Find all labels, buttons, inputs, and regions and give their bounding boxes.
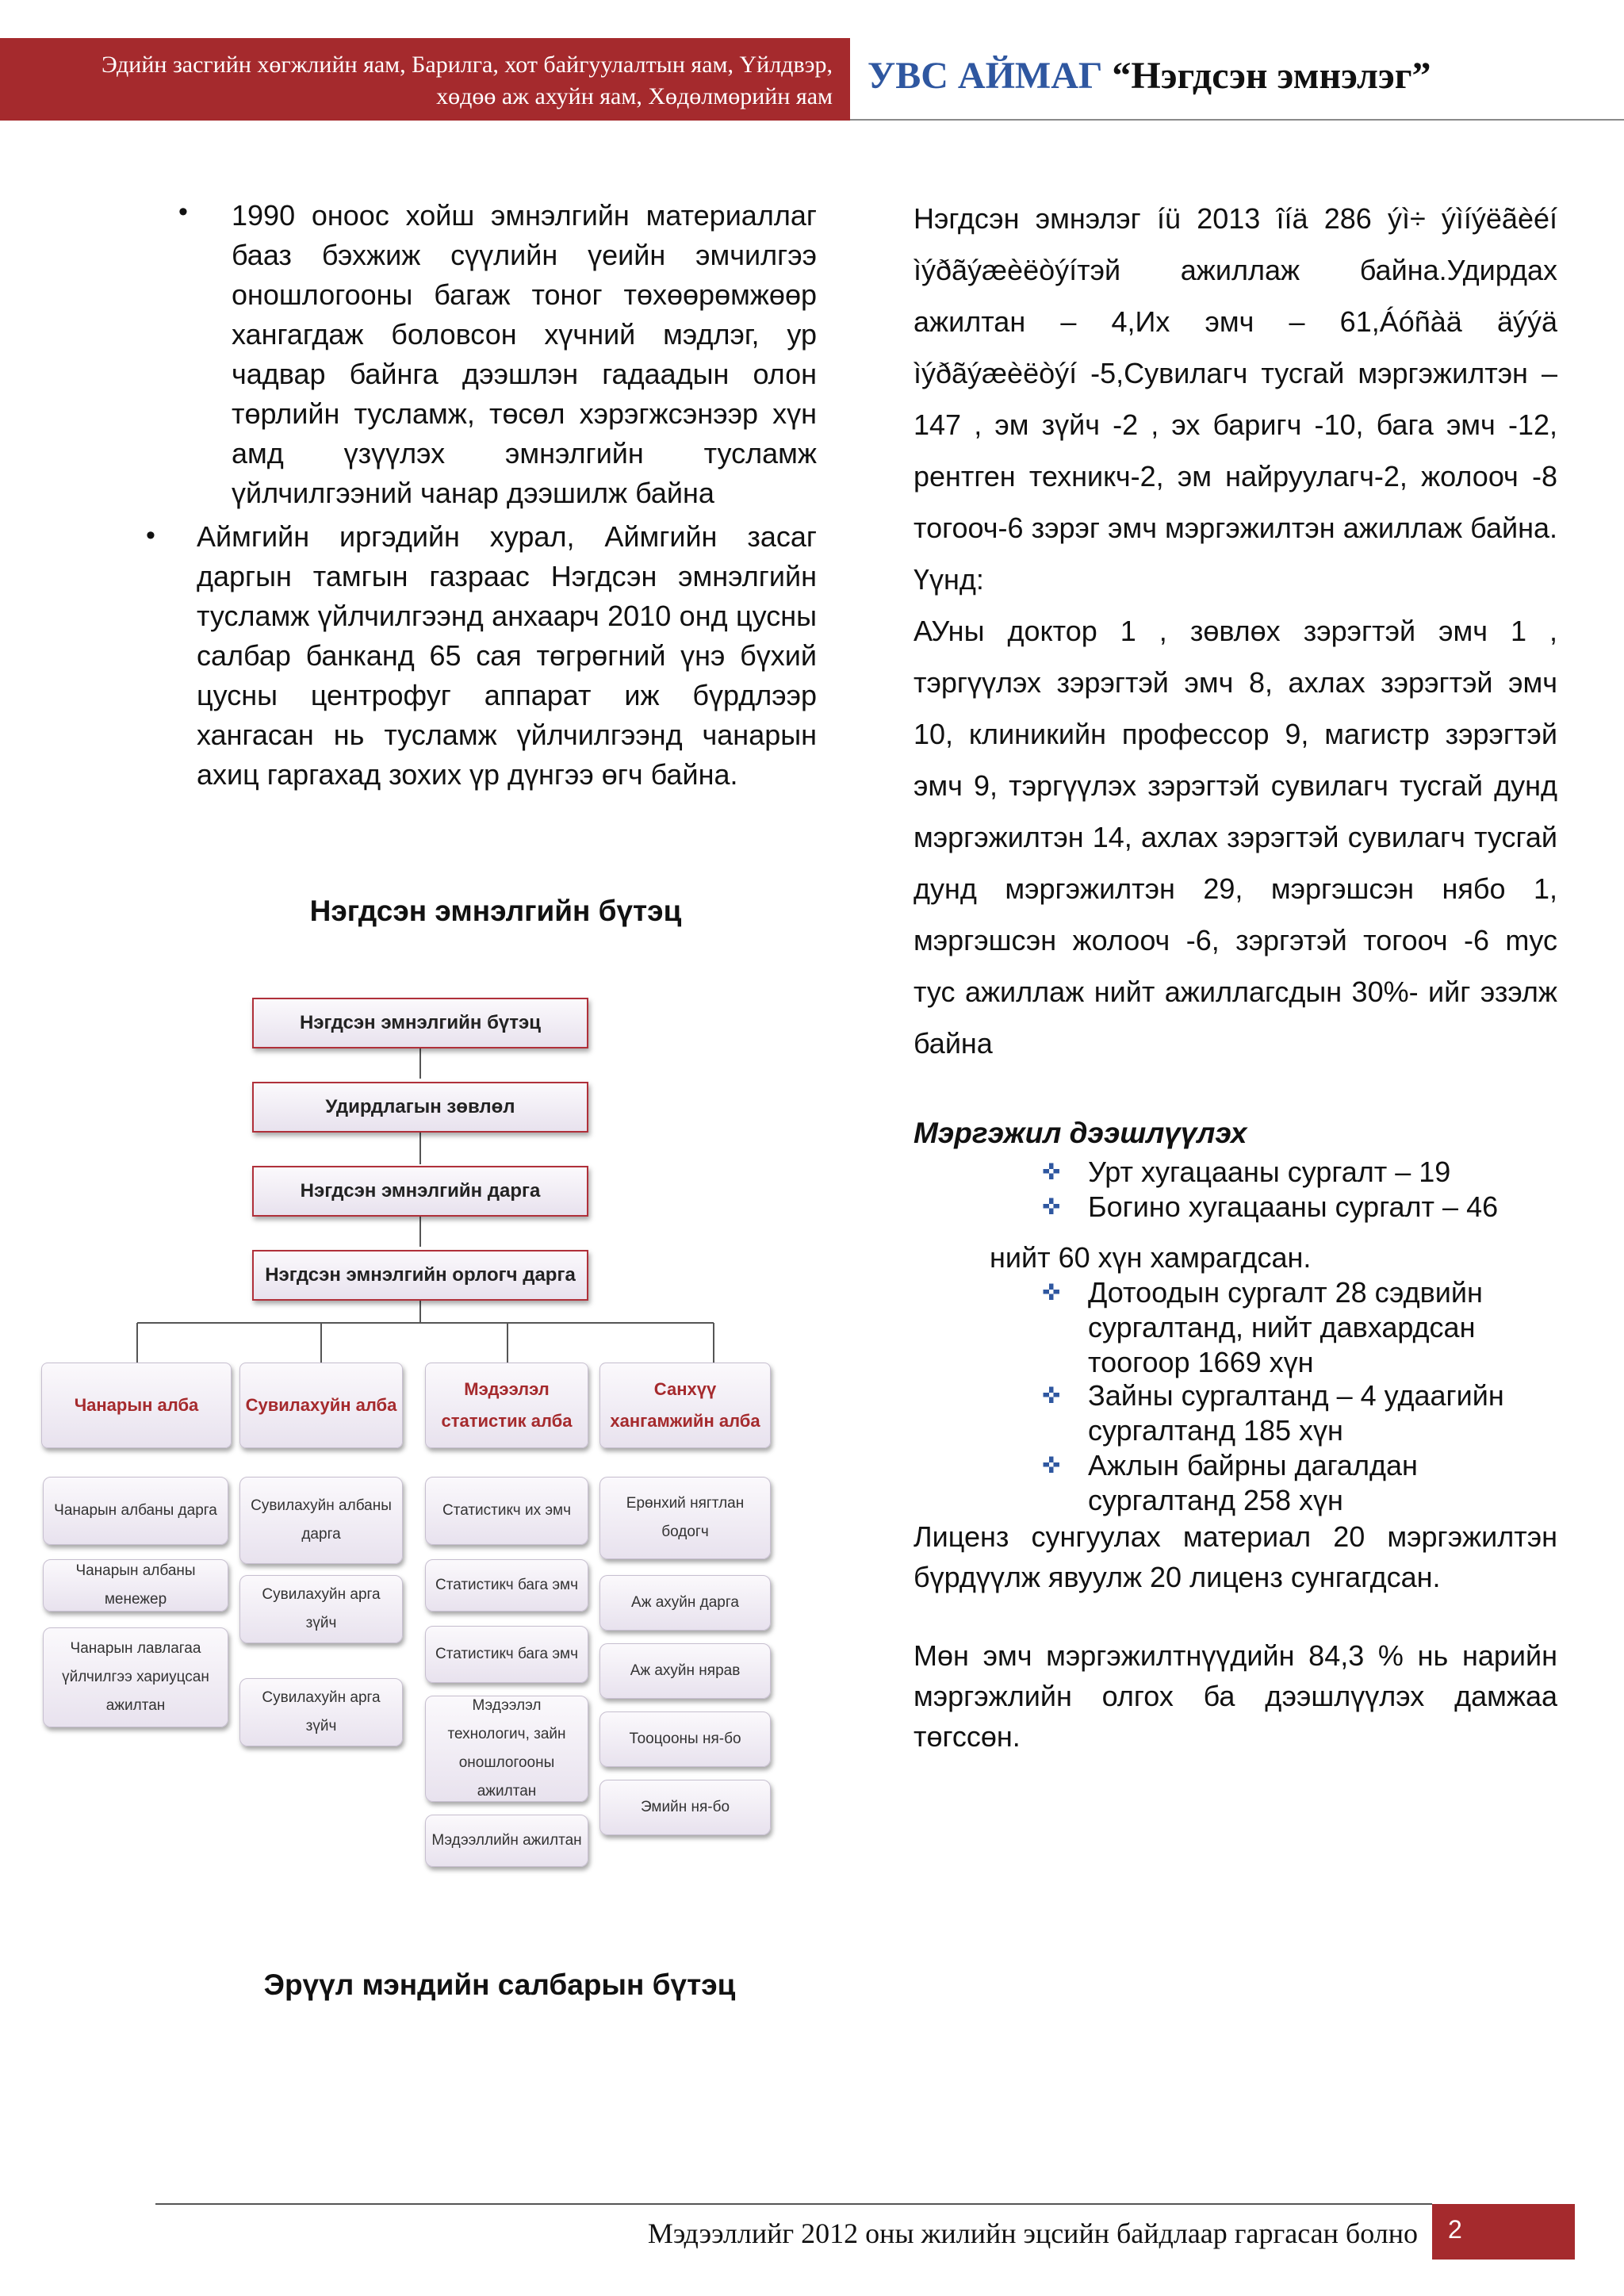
org-top-structure: Нэгдсэн эмнэлгийн бүтэц — [252, 998, 588, 1048]
left-bullet-2: Аймгийн иргэдийн хурал, Аймгийн засаг даргын тамгын газраас Нэгдсэн эмнэлгийн тусламж үйлчилгээнд анхаарч 2010 онд цусны салбар банканд 65 сая төгрөгний үнэ бүхий цусны центрофуг аппарат иж бүрдлээр хангасан нь тусламж үйлчилгээнд чанарын ахиц гаргахад зохих үр дүнгээ өгч байна. — [197, 520, 817, 791]
org-statistics-item: Мэдээллийн ажилтан — [425, 1815, 588, 1867]
org-director: Нэгдсэн эмнэлгийн дарга — [252, 1166, 588, 1217]
dept-quality: Чанарын алба — [41, 1363, 232, 1448]
org-quality-item: Чанарын албаны дарга — [43, 1477, 228, 1545]
training-item: Зайны сургалтанд – 4 удаагийн сургалтанд 185 хүн — [1088, 1379, 1504, 1447]
org-statistics-item: Статистикч бага эмч — [425, 1626, 588, 1683]
bullet-diamond-icon: ✜ — [1042, 1159, 1061, 1184]
training-total: нийт 60 хүн хамрагдсан. — [990, 1241, 1312, 1274]
bullet-diamond-icon: ✜ — [1042, 1383, 1061, 1408]
page-number: 2 — [1432, 2204, 1575, 2260]
training-item: Ажлын байрны дагалдан сургалтанд 258 хүн — [1088, 1449, 1418, 1516]
specialization-paragraph: Мөн эмч мэргэжилтнүүдийн 84,3 % нь нарийн мэргэжлийн олгох ба дээшлүүлэх дамжаа төгссөн. — [914, 1639, 1557, 1753]
org-finance-item: Эмийн ня-бо — [599, 1780, 771, 1835]
header-title-hospital: “Нэгдсэн эмнэлэг” — [1102, 55, 1431, 97]
org-statistics-item: Статистикч их эмч — [425, 1477, 588, 1545]
org-finance-item: Тооцооны ня-бо — [599, 1711, 771, 1767]
org-nursing-item: Сувилахуйн арга зүйч — [239, 1575, 403, 1643]
dept-nursing: Сувилахуйн алба — [239, 1363, 403, 1448]
org-deputy-director: Нэгдсэн эмнэлгийн орлогч дарга — [252, 1250, 588, 1301]
footer-rule — [155, 2203, 1432, 2205]
license-paragraph: Лиценз сунгуулах материал 20 мэргэжилтэн бүрдүүлж явуулж 20 лиценз сунгагдсан. — [914, 1520, 1557, 1593]
bullet-diamond-icon: ✜ — [1042, 1280, 1061, 1305]
health-sector-caption: Эрүүл мэндийн салбарын бүтэц — [263, 1968, 736, 2001]
staff-qualification-text: АУны доктор 1 , зөвлөх зэрэгтэй эмч 1 , тэргүүлэх зэрэгтэй эмч 8, ахлах зэрэгтэй эмч 10, клиникийн профессор 9, магистр зэрэгтэй эмч 9, тэргүүлэх зэрэгтэй сувилагч тусгай дунд мэргэжилтэн 14, ахлах зэрэгтэй сувилагч тусгай дунд мэргэжилтэн 29, мэргэшсэн нябо 1, мэргэшсэн жолооч -6, зэргэтэй тогооч -6 mус тус ажиллаж нийт ажиллагсдын 30%- ийг эзэлж байна — [914, 615, 1557, 1060]
org-quality-item: Чанарын лавлагаа үйлчилгээ хариуцсан ажилтан — [43, 1627, 228, 1727]
bullet-icon: • — [178, 197, 188, 227]
org-chart-caption: Нэгдсэн эмнэлгийн бүтэц — [309, 895, 682, 927]
training-heading: Мэргэжил дээшлүүлэх — [914, 1117, 1247, 1149]
org-finance-item: Аж ахуйн нярав — [599, 1643, 771, 1699]
bullet-diamond-icon: ✜ — [1042, 1453, 1061, 1478]
header-rule — [850, 119, 1624, 121]
org-statistics-item: Мэдээлэл технологич, зайн оношлогооны ажилтан — [425, 1696, 588, 1802]
header-ministries-line1: Эдийн засгийн хөгжлийн яам, Барилга, хот байгуулалтын яам, Үйлдвэр, — [101, 52, 833, 78]
org-nursing-item: Сувилахуйн арга зүйч — [239, 1678, 403, 1746]
left-bullet-1: 1990 оноос хойш эмнэлгийн материаллаг бааз бэхжиж сүүлийн үеийн эмчилгээ оношлогооны багаж тоног төхөөрөмжөөр хангагдаж боловсон хүчний мэдлэг, ур чадвар байнга дээшлэн гадаадын олон төрлийн тусламж, төсөл хэрэгжсэнээр хүн амд үзүүлэх эмнэлгийн тусламж үйлчилгээний чанар дээшилж байна — [232, 199, 817, 509]
training-item: Урт хугацааны сургалт – 19 — [1088, 1156, 1451, 1188]
dept-finance: Санхүү хангамжийн алба — [599, 1363, 771, 1448]
org-nursing-item: Сувилахуйн албаны дарга — [239, 1477, 403, 1564]
training-item: Дотоодын сургалт 28 сэдвийн сургалтанд, нийт давхардсан тоогоор 1669 хүн — [1088, 1276, 1483, 1378]
header-ministries-line2: хөдөө аж ахуйн яам, Хөдөлмөрийн яам — [436, 83, 833, 109]
org-quality-item: Чанарын албаны менежер — [43, 1559, 228, 1612]
header-title — [868, 54, 1431, 98]
header-bar — [0, 38, 850, 121]
org-chart — [32, 983, 777, 1888]
footer-note: Мэдээллийг 2012 оны жилийн эцсийн байдлаар гаргасан болно — [647, 2217, 1418, 2249]
header-title-aimag: УВС АЙМАГ — [868, 55, 1103, 97]
staff-count-text: Нэгдсэн эмнэлэг íü 2013 îíä 286 ýì÷ ýìíýëãèéí ìýðãýæèëòýíтэй ажиллаж байна.Удирдах ажилтан – 4,Их эмч – 61,Áóñàä äýýä ìýðãýæèëòýí -5,Сувилагч тусгай мэргэжилтэн – 147 , эм зүйч -2 , эх баригч -10, бага эмч -12, рентген техникч-2, эм найруулагч-2, жолооч -8 тогооч-6 зэрэг эмч мэргэжилтэн ажиллаж байна. Үүнд: — [914, 202, 1557, 596]
org-statistics-item: Статистикч бага эмч — [425, 1559, 588, 1612]
org-finance-item: Ерөнхий нягтлан бодогч — [599, 1477, 771, 1559]
org-finance-item: Аж ахуйн дарга — [599, 1575, 771, 1631]
org-board: Удирдлагын зөвлөл — [252, 1082, 588, 1133]
dept-statistics: Мэдээлэл статистик алба — [425, 1363, 588, 1448]
training-item: Богино хугацааны сургалт – 46 — [1088, 1190, 1499, 1223]
bullet-icon: • — [146, 520, 155, 550]
bullet-diamond-icon: ✜ — [1042, 1194, 1061, 1219]
staff-paragraph — [914, 193, 1557, 1069]
